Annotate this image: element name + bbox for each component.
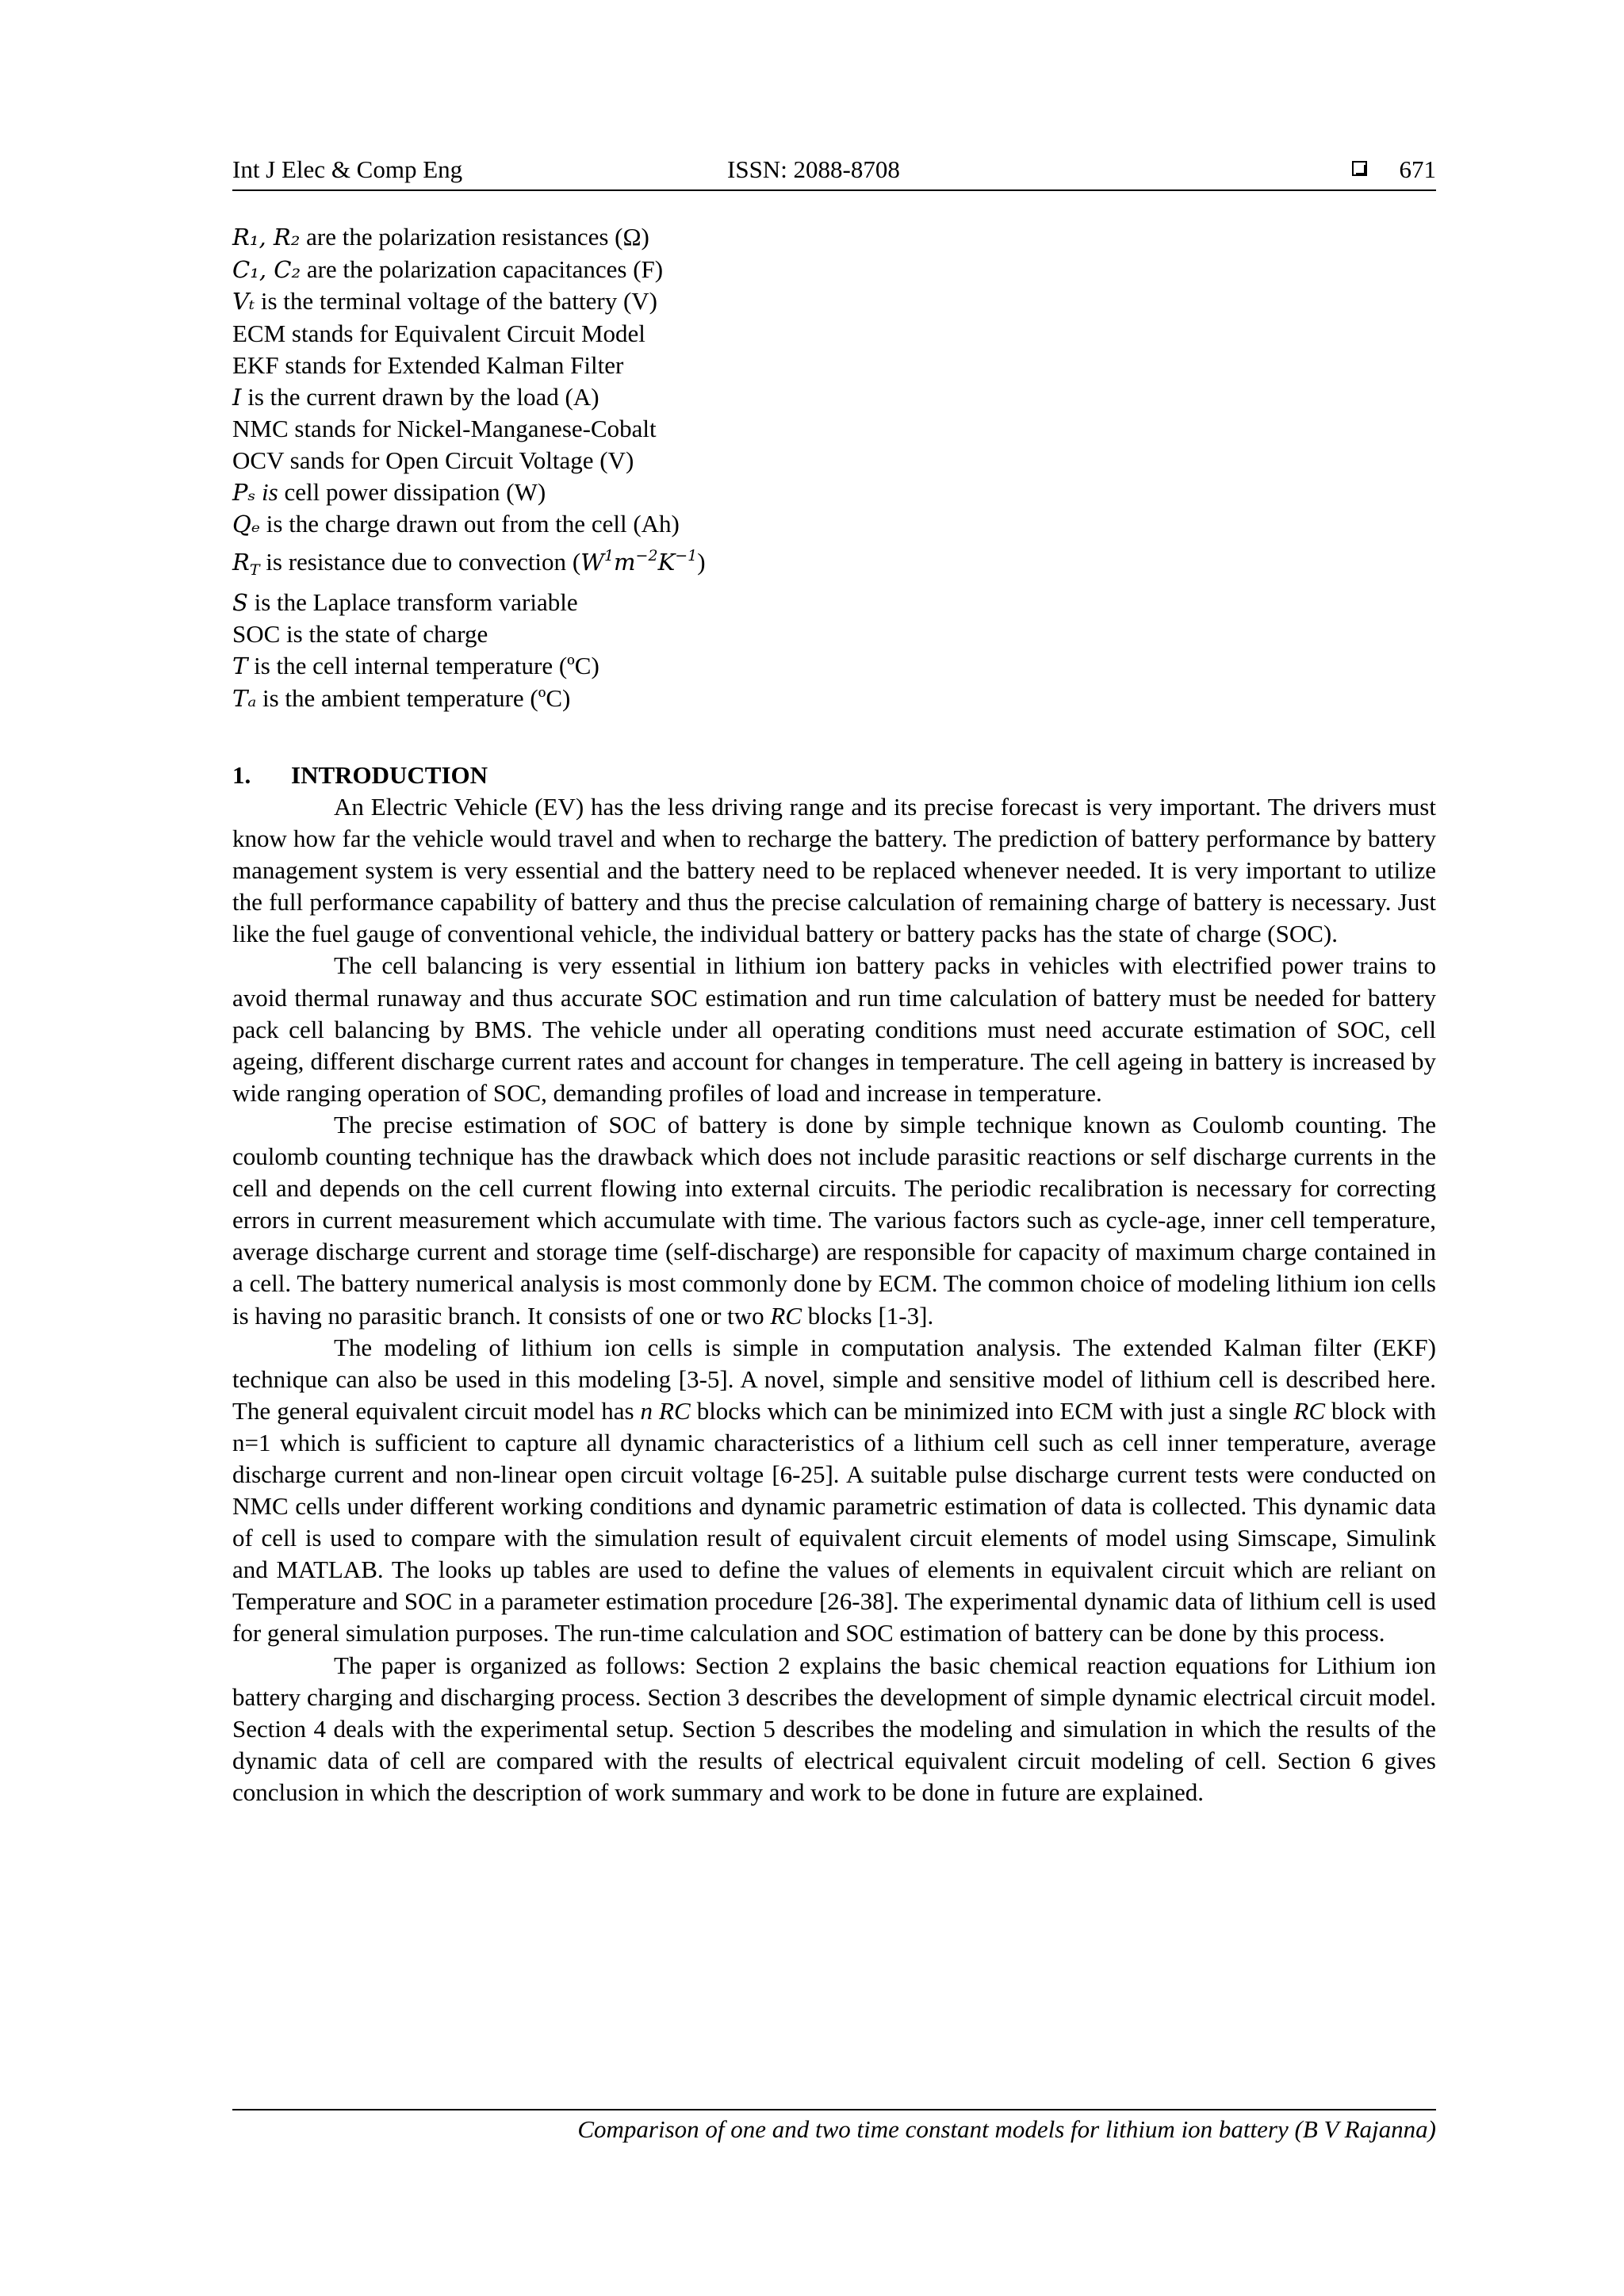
nomenclature-item xyxy=(232,508,1436,541)
paragraph: The cell balancing is very essential in lithium ion battery packs in vehicles with electrified power trains to avoid thermal runaway and thus accurate SOC estimation and run time calculation of battery must be needed for battery pack cell balancing by BMS. The vehicle under all operating conditions must need accurate estimation of SOC, cell ageing, different discharge current rates and account for changes in temperature. The cell ageing in battery is increased by wide ranging operation of SOC, demanding profiles of load and increase in temperature. xyxy=(232,951,1436,1107)
definition: cell power dissipation (W) xyxy=(284,477,546,506)
paragraph-text: block with n=1 which is sufficient to capture all dynamic characteristics of a lithium cell such as cell inner temperature, average discharge current and non-linear open circuit voltage [6-25]. A suitable pulse discharge current tests were conducted on NMC cells under different working conditions and dynamic parametric estimation of data is collected. This dynamic data of cell is used to compare with the simulation result of equivalent circuit elements of model using Simscape, Simulink and MATLAB. The looks up tables are used to define the values of elements in equivalent circuit which are reliant on Temperature and SOC in a parameter estimation procedure [26-38]. The experimental dynamic data of lithium cell is used for general simulation purposes. The run-time calculation and SOC estimation of battery can be done by this process. xyxy=(232,1396,1437,1647)
nomenclature-item xyxy=(232,650,1436,683)
definition: are the polarization capacitances (F) xyxy=(306,254,664,283)
definition: OCV sands for Open Circuit Voltage (V) xyxy=(232,446,634,474)
page-number: 671 xyxy=(1399,155,1436,183)
issn: ISSN: 2088-8708 xyxy=(727,155,900,183)
nomenclature-item xyxy=(232,381,1436,414)
nomenclature-item xyxy=(232,445,1436,476)
definition: ECM stands for Equivalent Circuit Model xyxy=(232,320,645,348)
definition: is the Laplace transform variable xyxy=(254,587,578,616)
symbol: Qₑ xyxy=(232,511,261,538)
paragraph-text-italic: RC xyxy=(770,1301,802,1330)
definition: is the ambient temperature (ºC) xyxy=(262,683,571,712)
definition: is the terminal voltage of the battery (V) xyxy=(260,287,657,316)
section-heading xyxy=(232,760,1436,791)
definition: are the polarization resistances (Ω) xyxy=(306,223,649,251)
unit: $(W^1m^{-2}K^{-1})$ xyxy=(572,547,706,576)
definition: EKF stands for Extended Kalman Filter xyxy=(232,350,624,379)
symbol: S xyxy=(232,588,248,616)
footer-rule xyxy=(232,2109,1436,2110)
symbol: Tₐ xyxy=(232,684,257,712)
nomenclature-list xyxy=(232,221,1436,715)
symbol: Vₜ xyxy=(232,288,255,316)
paragraph-text-italic: n RC xyxy=(640,1396,691,1425)
definition: is resistance due to convection xyxy=(266,548,567,576)
running-header xyxy=(232,155,1436,190)
nomenclature-item xyxy=(232,476,1436,509)
paragraph xyxy=(232,1109,1436,1332)
journal-name: Int J Elec & Comp Eng xyxy=(232,155,463,183)
definition-italic: is xyxy=(262,477,278,506)
symbol: Pₛ xyxy=(232,478,256,506)
nomenclature-item xyxy=(232,587,1436,619)
paragraph-text: The precise estimation of SOC of battery is done by simple technique known as Coulomb counting. The coulomb counting technique has the drawback which does not include parasitic reactions or self discharge currents in the cell and depends on the cell current flowing into external circuits. The periodic recalibration is necessary for correcting errors in current measurement which accumulate with time. The various factors such as cycle-age, inner cell temperature, average discharge current and storage time (self-discharge) are responsible for capacity of maximum charge contained in a cell. The battery numerical analysis is most commonly done by ECM. The common choice of modeling lithium ion cells is having no parasitic branch. It consists of one or two xyxy=(232,1110,1436,1330)
symbol: C₁, C₂ xyxy=(232,255,301,283)
symbol: T xyxy=(232,652,248,680)
definition: is the current drawn by the load (A) xyxy=(247,382,599,411)
definition: is the charge drawn out from the cell (Ah) xyxy=(266,510,680,538)
paragraph: The paper is organized as follows: Section 2 explains the basic chemical reaction equations for Lithium ion battery charging and discharging process. Section 3 describes the development of simple dynamic electrical circuit model. Section 4 deals with the experimental setup. Section 5 describes the modeling and simulation in which the results of the dynamic data of cell are compared with the results of electrical equivalent circuit modeling of cell. Section 6 gives conclusion in which the description of work summary and work to be done in future are explained. xyxy=(232,1651,1436,1806)
paragraph-text: blocks [1-3]. xyxy=(807,1301,934,1330)
section-number: 1. xyxy=(232,761,251,789)
symbol: $R_T$ xyxy=(232,549,260,580)
symbol: I xyxy=(232,383,242,411)
paragraph xyxy=(232,1332,1436,1650)
paragraph-text-italic: RC xyxy=(1293,1396,1326,1425)
paragraph: An Electric Vehicle (EV) has the less driving range and its precise forecast is very important. The drivers must know how far the vehicle would travel and when to recharge the battery. The prediction of battery performance by battery management system is very essential and the battery need to be replaced whenever needed. It is very important to utilize the full performance capability of battery and thus the precise calculation of remaining charge of battery is necessary. Just like the fuel gauge of conventional vehicle, the individual battery or battery packs has the state of charge (SOC). xyxy=(232,793,1436,948)
running-footer: Comparison of one and two time constant models for lithium ion battery (B V Rajanna) xyxy=(577,2115,1436,2143)
nomenclature-item xyxy=(232,254,1436,286)
nomenclature-item xyxy=(232,350,1436,381)
nomenclature-item xyxy=(232,413,1436,445)
nomenclature-item xyxy=(232,285,1436,318)
nomenclature-item xyxy=(232,683,1436,715)
nomenclature-item xyxy=(232,618,1436,650)
nomenclature-item xyxy=(232,541,1436,587)
nomenclature-item xyxy=(232,318,1436,350)
symbol: R₁, R₂ xyxy=(232,224,301,251)
introduction-section xyxy=(232,760,1436,1808)
paragraph-text: blocks which can be minimized into ECM with just a single xyxy=(696,1396,1288,1425)
nomenclature-item xyxy=(232,221,1436,254)
definition: SOC is the state of charge xyxy=(232,620,488,649)
definition: is the cell internal temperature (ºC) xyxy=(254,652,599,680)
header-rule xyxy=(232,189,1436,191)
paragraph-text: The modeling of lithium ion cells is simple in computation analysis. The extended Kalman filter (EKF) technique can also be used in this modeling [3-5]. A novel, simple and sensitive model of lithium cell is described here. The general equivalent circuit model has xyxy=(232,1333,1436,1425)
section-title: INTRODUCTION xyxy=(291,761,488,789)
definition: NMC stands for Nickel-Manganese-Cobalt xyxy=(232,415,657,443)
checkbox-icon xyxy=(1352,161,1367,176)
